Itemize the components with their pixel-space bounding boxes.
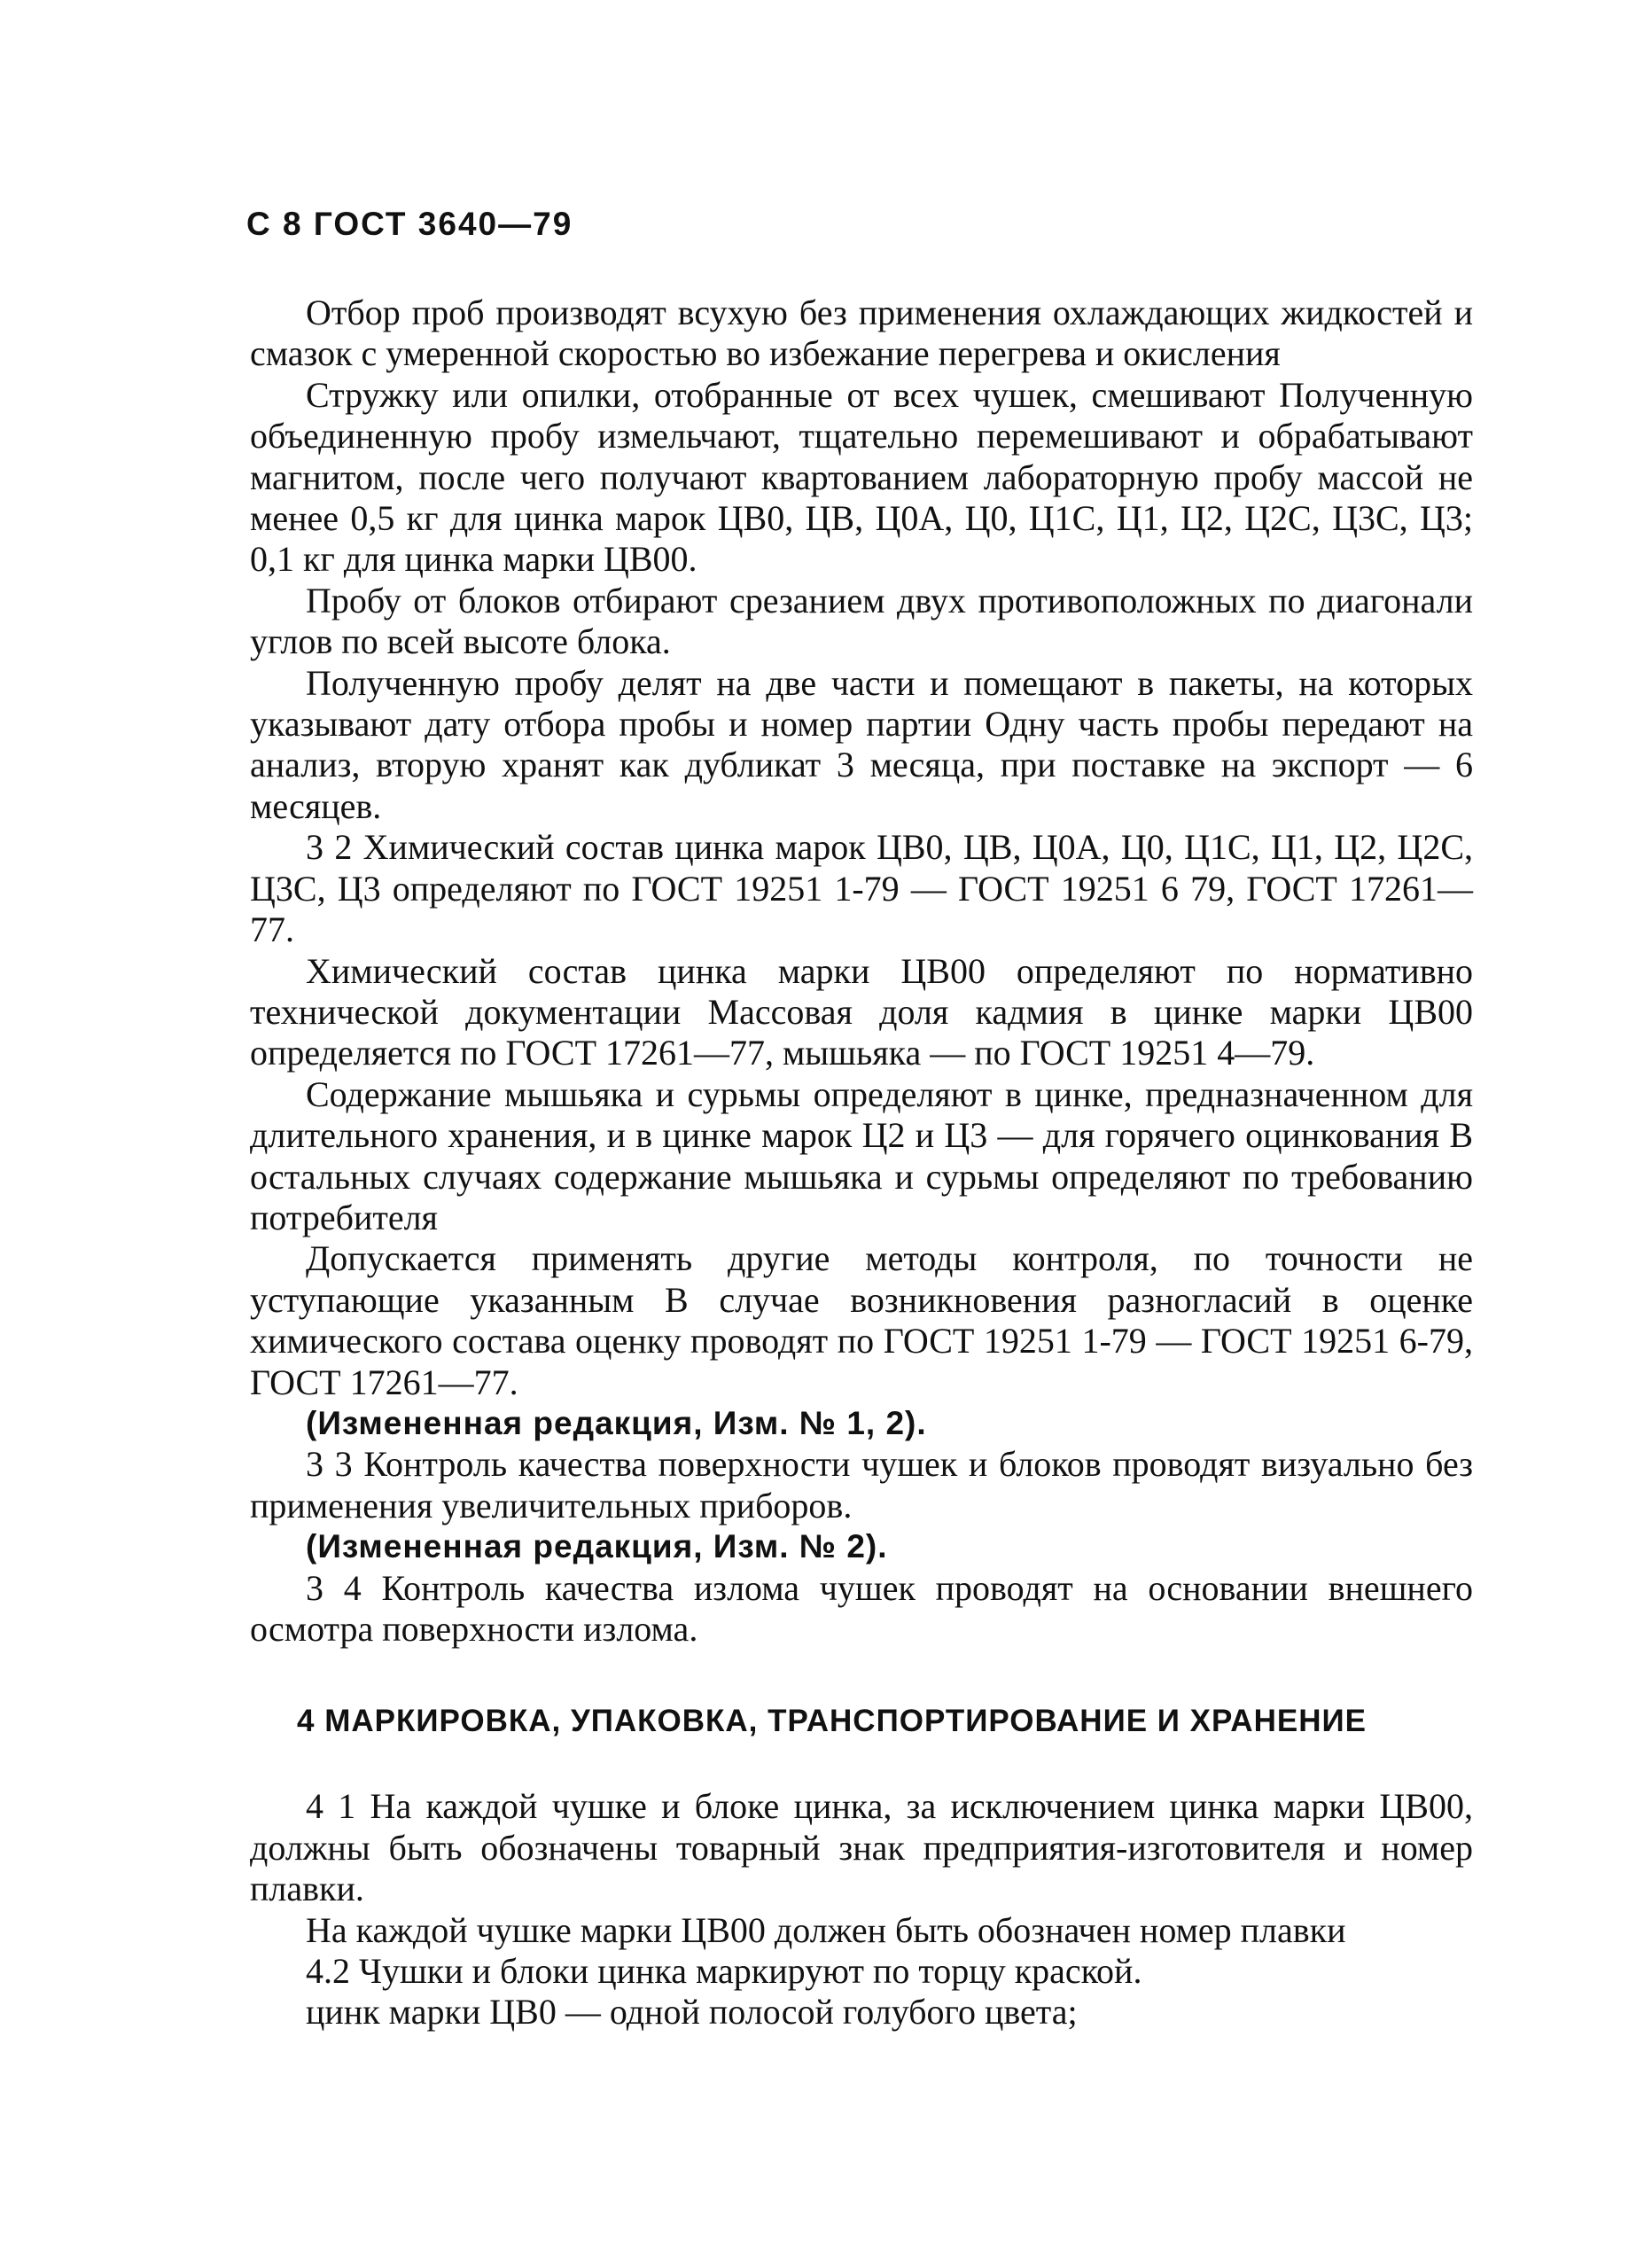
paragraph-sample-packaging: Полученную пробу делят на две части и помещают в пакеты, на которых указывают дату отбора пробы и номер партии Одну часть пробы передают на анализ, вторую хранят как дубликат 3 месяца, при поставке на экспорт — 6 месяцев. — [250, 662, 1473, 826]
paragraph-sampling-method: Отбор проб производят всухую без применения охлаждающих жидкостей и смазок с умеренной скоростью во избежание перегрева и окисления — [250, 293, 1473, 374]
paragraph-chips-sampling: Стружку или опилки, отобранные от всех чушек, смешивают Полученную объединенную пробу измельчают, тщательно перемешивают и обрабатывают магнитом, после чего получают квартованием лабораторную пробу массой не менее 0,5 кг для цинка марок ЦВ0, ЦВ, Ц0А, Ц0, Ц1С, Ц1, Ц2, Ц2С, Ц3С, Ц3; 0,1 кг для цинка марки ЦВ00. — [250, 374, 1473, 580]
paragraph-clause-3-3: 3 3 Контроль качества поверхности чушек и блоков проводят визуально без применения увеличительных приборов. — [250, 1444, 1473, 1526]
amendment-note-2: (Измененная редакция, Изм. № 2). — [306, 1528, 888, 1565]
paragraph-cv00-composition: Химический состав цинка марки ЦВ00 определяют по нормативно технической документации Массовая доля кадмия в цинке марки ЦВ00 определяется по ГОСТ 17261—77, мышьяка — по ГОСТ 19251 4—79. — [250, 950, 1473, 1073]
paragraph-clause-4-2: 4.2 Чушки и блоки цинка маркируют по торцу краской. — [306, 1951, 1142, 1992]
paragraph-clause-3-2: 3 2 Химический состав цинка марок ЦВ0, ЦВ, Ц0А, Ц0, Ц1С, Ц1, Ц2, Ц2С, Ц3С, Ц3 определяют по ГОСТ 19251 1-79 — ГОСТ 19251 6 79, ГОСТ 17261—77. — [250, 827, 1473, 950]
paragraph-block-sampling: Пробу от блоков отбирают срезанием двух противоположных по диагонали углов по всей высоте блока. — [250, 580, 1473, 662]
paragraph-cv00-marking: На каждой чушке марки ЦВ00 должен быть обозначен номер плавки — [306, 1909, 1346, 1950]
amendment-note-1: (Измененная редакция, Изм. № 1, 2). — [306, 1404, 927, 1441]
page-header: С 8 ГОСТ 3640—79 — [246, 206, 573, 242]
section-heading: 4 МАРКИРОВКА, УПАКОВКА, ТРАНСПОРТИРОВАНИЕ И ХРАНЕНИЕ — [297, 1704, 1367, 1739]
body-text — [250, 293, 1473, 2033]
paragraph-other-methods: Допускается применять другие методы контроля, по точности не уступающие указанным В случае возникновения разногласий в оценке химического состава оценку проводят по ГОСТ 19251 1-79 — ГОСТ 19251 6-79, ГОСТ 17261—77. — [250, 1238, 1473, 1402]
paragraph-clause-3-4: 3 4 Контроль качества излома чушек проводят на основании внешнего осмотра поверхности излома. — [250, 1567, 1473, 1649]
paragraph-clause-4-1: 4 1 На каждой чушке и блоке цинка, за исключением цинка марки ЦВ00, должны быть обозначены товарный знак предприятия-изготовителя и номер плавки. — [250, 1786, 1473, 1909]
paragraph-cv0-color: цинк марки ЦВ0 — одной полосой голубого цвета; — [306, 1992, 1078, 2033]
paragraph-arsenic-antimony: Содержание мышьяка и сурьмы определяют в цинке, предназначенном для длительного хранения, и в цинке марок Ц2 и Ц3 — для горячего оцинкования В остальных случаях содержание мышьяка и сурьмы определяют по требованию потребителя — [250, 1073, 1473, 1237]
